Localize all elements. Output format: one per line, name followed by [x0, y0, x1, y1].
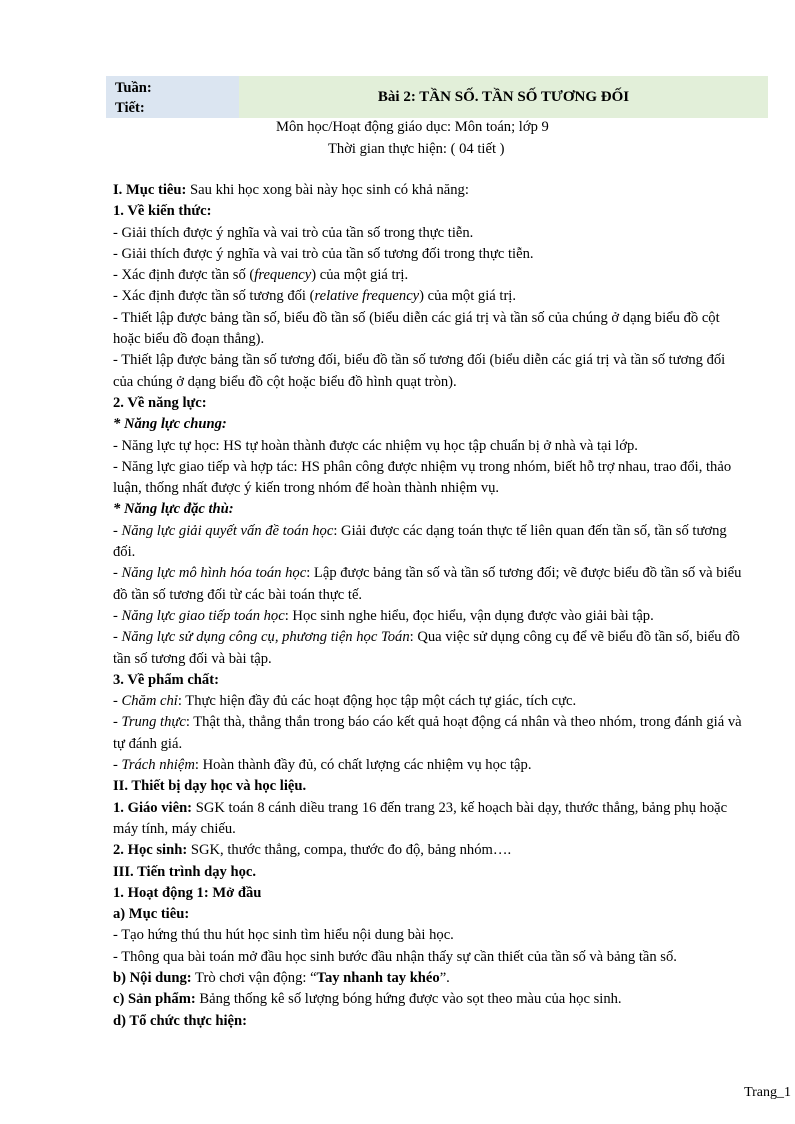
time-line: Thời gian thực hiện: ( 04 tiết ) — [328, 141, 505, 157]
specific-competence-heading: * Năng lực đặc thù: — [113, 501, 234, 518]
term: frequency — [254, 267, 312, 284]
period-label: Tiết: — [115, 100, 145, 116]
text: : Hoàn thành đầy đủ, có chất lượng các nhiệm vụ học tập. — [194, 757, 532, 774]
text: ) của một giá trị. — [419, 288, 517, 305]
text: ”. — [439, 969, 450, 986]
equipment-heading: II. Thiết bị dạy học và học liệu. — [113, 778, 307, 795]
knowledge-item: - Thiết lập được bảng tần số tương đối, biểu đồ tần số tương đối (biểu diễn các giá trị và tần số tương đối của chúng ở dạng biểu đồ cột hoặc biểu đồ hình quạt tròn). — [113, 352, 726, 390]
process-heading: III. Tiến trình dạy học. — [113, 863, 257, 880]
competence-name: - Năng lực giao tiếp toán học — [113, 607, 285, 624]
text: : Giải được các dạng toán thực tế liên quan đến tần số, tần số tương đối. — [113, 522, 727, 561]
general-competence-item: - Năng lực giao tiếp và hợp tác: HS phân công được nhiệm vụ trong nhóm, biết hỗ trợ nhau, trao đổi, thảo luận, thống nhất được ý kiến trong nhóm để hoàn thành nhiệm vụ. — [113, 458, 732, 497]
teacher-line — [113, 798, 743, 841]
page-number: Trang_1 — [744, 1085, 791, 1100]
quality-name: - Chăm chỉ — [113, 693, 178, 710]
knowledge-heading: 1. Về kiến thức: — [113, 203, 212, 220]
quality-name: - Trung thực — [113, 714, 186, 731]
student-label: 2. Học sinh: — [113, 842, 188, 859]
specific-competence-item — [113, 606, 743, 627]
knowledge-item — [113, 286, 743, 307]
teacher-label: 1. Giáo viên: — [113, 799, 193, 816]
objectives-intro: Sau khi học xong bài này học sinh có khả năng: — [186, 182, 469, 198]
quality-item — [113, 712, 743, 755]
content-line — [113, 968, 743, 989]
quality-item — [113, 755, 743, 776]
objectives-heading: I. Mục tiêu: — [113, 182, 187, 198]
general-competence-heading: * Năng lực chung: — [113, 416, 227, 433]
student-text: SGK, thước thẳng, compa, thước đo độ, bảng nhóm…. — [187, 842, 512, 859]
text: : Thật thà, thẳng thắn trong báo cáo kết quả hoạt động cá nhân và theo nhóm, trong đánh giá và tự đánh giá. — [113, 714, 742, 752]
knowledge-item: - Giải thích được ý nghĩa và vai trò của tần số tương đối trong thực tiễn. — [113, 245, 534, 262]
competence-name: - Năng lực mô hình hóa toán học — [113, 565, 307, 582]
quality-name: - Trách nhiệm — [113, 757, 195, 774]
general-competence-item: - Năng lực tự học: HS tự hoàn thành được các nhiệm vụ học tập chuẩn bị ở nhà và tại lớp. — [113, 437, 638, 454]
text: : Lập được bảng tần số và tần số tương đối; vẽ được biểu đồ tần số và biểu đồ tần số tương đối từ các bài toán thực tế. — [113, 565, 742, 603]
knowledge-item: - Thiết lập được bảng tần số, biểu đồ tần số (biểu diễn các giá trị và tần số của chúng ở dạng biểu đồ cột hoặc biểu đồ đoạn thẳng). — [113, 309, 720, 348]
goal-item: - Tạo hứng thú thu hút học sinh tìm hiểu nội dung bài học. — [113, 927, 454, 944]
student-line — [113, 840, 743, 861]
text: - Xác định được tần số tương đối ( — [113, 288, 315, 305]
competence-name: - Năng lực giải quyết vấn đề toán học — [113, 522, 334, 539]
quality-heading: 3. Về phẩm chất: — [113, 671, 219, 688]
header-table — [106, 76, 768, 118]
goal-heading: a) Mục tiêu: — [113, 906, 190, 923]
goal-item: - Thông qua bài toán mở đầu học sinh bước đầu nhận thấy sự cần thiết của tần số và bảng tần số. — [113, 948, 677, 965]
week-period-cell — [106, 76, 239, 118]
document-body — [113, 180, 743, 1032]
product-line — [113, 989, 743, 1010]
specific-competence-item — [113, 521, 743, 564]
text: ) của một giá trị. — [311, 267, 409, 284]
content-label: b) Nội dung: — [113, 969, 192, 986]
text: : Thực hiện đầy đủ các hoạt động học tập một cách tự giác, tích cực. — [177, 693, 577, 710]
objectives-line — [113, 180, 743, 201]
specific-competence-item — [113, 563, 743, 606]
teacher-text: SGK toán 8 cánh diều trang 16 đến trang 23, kế hoạch bài dạy, thước thẳng, bảng phụ hoặc máy tính, máy chiếu. — [113, 799, 728, 837]
subject-line: Môn học/Hoạt động giáo dục: Môn toán; lớp 9 — [276, 119, 549, 135]
term: relative frequency — [314, 288, 420, 305]
activity-heading: 1. Hoạt động 1: Mở đầu — [113, 884, 262, 901]
knowledge-item: - Giải thích được ý nghĩa và vai trò của tần số trong thực tiễn. — [113, 224, 474, 241]
product-label: c) Sản phẩm: — [113, 991, 196, 1008]
product-text: Bảng thống kê số lượng bóng hứng được vào sọt theo màu của học sinh. — [195, 991, 622, 1008]
quality-item — [113, 691, 743, 712]
text: - Xác định được tần số ( — [113, 267, 255, 284]
organization-heading: d) Tổ chức thực hiện: — [113, 1012, 248, 1029]
game-name: Tay nhanh tay khéo — [316, 969, 440, 986]
text: Trò chơi vận động: “ — [191, 969, 317, 986]
text: : Qua việc sử dụng công cụ để vẽ biểu đồ tần số, biểu đồ tần số tương đối và bài tập. — [113, 629, 740, 667]
lesson-title: Bài 2: TẦN SỐ. TẦN SỐ TƯƠNG ĐỐI — [239, 76, 768, 118]
competence-heading: 2. Về năng lực: — [113, 394, 207, 411]
knowledge-item — [113, 265, 743, 286]
specific-competence-item — [113, 627, 743, 670]
week-label: Tuần: — [115, 80, 152, 96]
text: : Học sinh nghe hiểu, đọc hiểu, vận dụng được vào giải bài tập. — [284, 607, 654, 624]
competence-name: - Năng lực sử dụng công cụ, phương tiện học Toán — [113, 629, 410, 646]
